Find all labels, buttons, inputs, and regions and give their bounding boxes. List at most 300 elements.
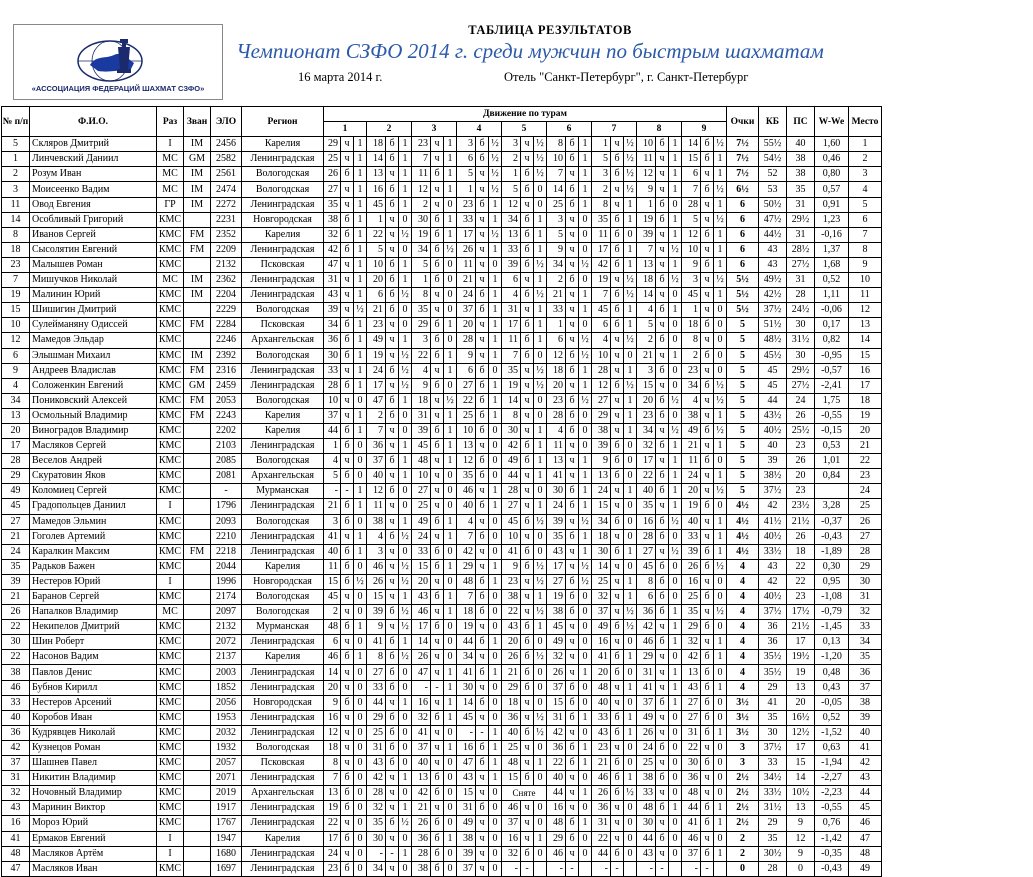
- round-7-color: б: [611, 725, 624, 740]
- player-place: 40: [849, 725, 882, 740]
- round-1-result: 0: [354, 680, 367, 695]
- round-3-color: б: [431, 846, 444, 861]
- round-4-result: 0: [489, 469, 502, 484]
- round-3-opponent: 7: [412, 152, 431, 167]
- col-header-points: Очки: [727, 107, 759, 137]
- round-6-result: ½: [579, 574, 592, 589]
- player-start-number: 22: [2, 620, 30, 635]
- round-1-opponent: 18: [324, 740, 341, 755]
- player-rank: I: [157, 831, 184, 846]
- round-5-opponent: 39: [502, 257, 521, 272]
- round-2-opponent: 49: [367, 333, 386, 348]
- player-start-number: 19: [2, 288, 30, 303]
- round-9-result: ½: [714, 559, 727, 574]
- player-ps: 25½: [787, 423, 815, 438]
- round-4-opponent: 40: [457, 499, 476, 514]
- player-name: Ночовный Владимир: [30, 786, 157, 801]
- round-2-opponent: 14: [367, 152, 386, 167]
- round-6-opponent: 17: [547, 559, 566, 574]
- player-rank: КМС: [157, 695, 184, 710]
- round-4-result: 0: [489, 710, 502, 725]
- round-9-opponent: 20: [682, 484, 701, 499]
- round-6-result: 0: [579, 620, 592, 635]
- round-1-opponent: 4: [324, 454, 341, 469]
- round-5-color: ч: [521, 756, 534, 771]
- player-w-we: 1,37: [815, 242, 849, 257]
- round-5-result: 1: [534, 454, 547, 469]
- round-6-color: б: [566, 605, 579, 620]
- round-2-color: ч: [386, 861, 399, 876]
- round-9-result: 0: [714, 363, 727, 378]
- round-3-opponent: 8: [412, 288, 431, 303]
- round-7-opponent: 7: [592, 288, 611, 303]
- round-4-result: 0: [489, 363, 502, 378]
- player-points: 2½: [727, 801, 759, 816]
- round-9-color: б: [701, 756, 714, 771]
- round-1-color: ч: [341, 257, 354, 272]
- round-6-result: 0: [579, 318, 592, 333]
- round-3-result: 0: [444, 197, 457, 212]
- round-1-color: ч: [341, 303, 354, 318]
- round-2-result: 0: [399, 408, 412, 423]
- round-4-result: 1: [489, 756, 502, 771]
- table-row: [2, 393, 882, 408]
- player-points: 6: [727, 227, 759, 242]
- round-8-color: б: [656, 574, 669, 589]
- round-8-color: б: [656, 740, 669, 755]
- round-5-result: 0: [534, 393, 547, 408]
- round-7-color: б: [611, 378, 624, 393]
- player-ps: 14: [787, 771, 815, 786]
- player-place: 2: [849, 152, 882, 167]
- round-9-opponent: 45: [682, 288, 701, 303]
- round-8-opponent: 8: [637, 574, 656, 589]
- round-2-color: б: [386, 197, 399, 212]
- player-points: 2: [727, 846, 759, 861]
- player-place: 25: [849, 499, 882, 514]
- player-rank: КМС: [157, 454, 184, 469]
- round-3-opponent: 31: [412, 408, 431, 423]
- round-9-result: 0: [714, 454, 727, 469]
- table-row: [2, 197, 882, 212]
- player-elo: 1932: [211, 740, 242, 755]
- player-region: Псковская: [242, 756, 324, 771]
- table-row: [2, 273, 882, 288]
- round-4-opponent: 49: [457, 816, 476, 831]
- round-9-color: ч: [701, 514, 714, 529]
- player-start-number: 30: [2, 635, 30, 650]
- player-name: Пониковский Алексей: [30, 393, 157, 408]
- col-header-name: Ф.И.О.: [30, 107, 157, 137]
- round-1-result: 0: [354, 771, 367, 786]
- round-6-opponent: 20: [547, 378, 566, 393]
- round-9-result: 1: [714, 257, 727, 272]
- round-7-opponent: 2: [592, 182, 611, 197]
- round-2-color: б: [386, 665, 399, 680]
- round-5-result: 0: [534, 816, 547, 831]
- round-1-opponent: 28: [324, 378, 341, 393]
- round-9-color: б: [701, 695, 714, 710]
- player-elo: 2032: [211, 725, 242, 740]
- round-9-color: ч: [701, 439, 714, 454]
- round-4-color: б: [476, 363, 489, 378]
- round-8-result: 0: [669, 725, 682, 740]
- player-name: Мишучков Николай: [30, 273, 157, 288]
- round-6-result: 1: [579, 816, 592, 831]
- round-9-result: 0: [714, 756, 727, 771]
- round-5-opponent: 13: [502, 227, 521, 242]
- round-3-color: ч: [431, 695, 444, 710]
- player-ps: 22: [787, 559, 815, 574]
- player-start-number: 9: [2, 363, 30, 378]
- round-5-result: 1: [534, 439, 547, 454]
- round-4-opponent: 23: [457, 197, 476, 212]
- table-row: [2, 182, 882, 197]
- player-elo: 2246: [211, 333, 242, 348]
- round-2-opponent: 22: [367, 227, 386, 242]
- round-7-opponent: 3: [592, 167, 611, 182]
- round-5-color: ч: [521, 710, 534, 725]
- round-2-result: 0: [399, 499, 412, 514]
- round-4-opponent: 44: [457, 635, 476, 650]
- round-3-result: 0: [444, 378, 457, 393]
- round-3-opponent: 9: [412, 378, 431, 393]
- player-rank: КМС: [157, 318, 184, 333]
- round-3-result: 0: [444, 544, 457, 559]
- player-start-number: 41: [2, 831, 30, 846]
- round-3-result: 1: [444, 439, 457, 454]
- player-points: 4½: [727, 499, 759, 514]
- round-7-color: ч: [611, 348, 624, 363]
- round-7-color: ч: [611, 137, 624, 152]
- round-2-color: ч: [386, 348, 399, 363]
- player-kb: 39: [759, 454, 787, 469]
- round-2-opponent: 5: [367, 242, 386, 257]
- round-2-color: ч: [386, 620, 399, 635]
- player-points: 3: [727, 756, 759, 771]
- round-5-color: ч: [521, 816, 534, 831]
- round-9-color: б: [701, 665, 714, 680]
- player-elo: 2209: [211, 242, 242, 257]
- round-3-result: 1: [444, 590, 457, 605]
- table-row: [2, 574, 882, 589]
- round-1-opponent: 47: [324, 257, 341, 272]
- round-2-opponent: 36: [367, 439, 386, 454]
- round-2-color: б: [386, 650, 399, 665]
- round-9-opponent: 24: [682, 469, 701, 484]
- round-8-result: 0: [669, 318, 682, 333]
- player-rank: КМС: [157, 861, 184, 876]
- round-2-color: ч: [386, 801, 399, 816]
- round-3-color: ч: [431, 152, 444, 167]
- player-points: 5: [727, 423, 759, 438]
- round-2-color: б: [386, 710, 399, 725]
- round-3-result: 0: [444, 333, 457, 348]
- round-5-color: ч: [521, 484, 534, 499]
- player-title: IM: [184, 288, 211, 303]
- round-9-color: ч: [701, 831, 714, 846]
- logo-text: «АССОЦИАЦИЯ ФЕДЕРАЦИЙ ШАХМАТ СЗФО»: [31, 84, 205, 93]
- round-4-opponent: 12: [457, 454, 476, 469]
- round-6-opponent: 29: [547, 831, 566, 846]
- round-4-opponent: 46: [457, 484, 476, 499]
- player-points: 4: [727, 680, 759, 695]
- round-4-opponent: 15: [457, 786, 476, 801]
- player-region: Ленинградская: [242, 771, 324, 786]
- round-9-color: ч: [701, 605, 714, 620]
- round-6-color: ч: [566, 439, 579, 454]
- round-2-result: 1: [399, 257, 412, 272]
- round-3-result: 0: [444, 816, 457, 831]
- round-5-result: 0: [534, 635, 547, 650]
- round-5-color: б: [521, 454, 534, 469]
- round-6-color: -: [566, 861, 579, 876]
- round-2-color: ч: [386, 227, 399, 242]
- round-8-color: ч: [656, 288, 669, 303]
- round-4-result: 0: [489, 454, 502, 469]
- round-5-opponent: 20: [502, 635, 521, 650]
- player-title: [184, 559, 211, 574]
- table-row: [2, 590, 882, 605]
- round-4-result: 1: [489, 559, 502, 574]
- round-2-color: б: [386, 680, 399, 695]
- round-2-result: 0: [399, 740, 412, 755]
- round-2-opponent: 10: [367, 257, 386, 272]
- round-9-result: 1: [714, 846, 727, 861]
- round-7-opponent: 28: [592, 363, 611, 378]
- table-row: [2, 363, 882, 378]
- player-elo: 2097: [211, 605, 242, 620]
- round-7-result: 1: [624, 484, 637, 499]
- table-header-row: [2, 107, 882, 122]
- round-1-color: б: [341, 801, 354, 816]
- round-5-result: 0: [534, 680, 547, 695]
- player-title: IM: [184, 167, 211, 182]
- round-6-opponent: 22: [547, 756, 566, 771]
- round-2-result: 0: [399, 710, 412, 725]
- round-1-opponent: 43: [324, 288, 341, 303]
- round-4-opponent: 26: [457, 242, 476, 257]
- player-ps: 12: [787, 831, 815, 846]
- round-6-opponent: 38: [547, 605, 566, 620]
- round-8-result: 1: [669, 167, 682, 182]
- round-7-color: ч: [611, 408, 624, 423]
- round-3-color: б: [431, 242, 444, 257]
- round-1-result: 0: [354, 801, 367, 816]
- player-w-we: 0,95: [815, 574, 849, 589]
- round-2-result: 0: [399, 756, 412, 771]
- round-5-opponent: 44: [502, 469, 521, 484]
- round-6-color: ч: [566, 514, 579, 529]
- round-8-color: ч: [656, 257, 669, 272]
- round-2-opponent: 42: [367, 771, 386, 786]
- round-5-result: ½: [534, 559, 547, 574]
- round-9-result: 1: [714, 801, 727, 816]
- round-1-opponent: 36: [324, 333, 341, 348]
- round-8-opponent: 14: [637, 288, 656, 303]
- player-start-number: 35: [2, 559, 30, 574]
- round-5-opponent: 15: [502, 771, 521, 786]
- round-4-color: ч: [476, 710, 489, 725]
- player-title: [184, 846, 211, 861]
- round-7-result: 1: [624, 393, 637, 408]
- round-3-opponent: 5: [412, 257, 431, 272]
- round-1-opponent: 30: [324, 348, 341, 363]
- round-6-opponent: 46: [547, 846, 566, 861]
- table-row: [2, 861, 882, 876]
- round-2-result: 0: [399, 831, 412, 846]
- player-start-number: 47: [2, 861, 30, 876]
- table-row: [2, 137, 882, 152]
- round-3-result: 1: [444, 454, 457, 469]
- round-8-result: 1: [669, 680, 682, 695]
- round-4-opponent: 25: [457, 408, 476, 423]
- player-start-number: 29: [2, 469, 30, 484]
- round-3-result: 1: [444, 348, 457, 363]
- player-region: Архангельская: [242, 333, 324, 348]
- round-8-opponent: 31: [637, 665, 656, 680]
- round-1-result: 0: [354, 816, 367, 831]
- round-7-opponent: 13: [592, 469, 611, 484]
- round-5-result: ½: [534, 574, 547, 589]
- round-3-opponent: 18: [412, 393, 431, 408]
- round-2-result: 1: [399, 333, 412, 348]
- player-place: 7: [849, 227, 882, 242]
- round-8-opponent: 18: [637, 273, 656, 288]
- round-8-result: 1: [669, 469, 682, 484]
- round-7-result: 1: [624, 771, 637, 786]
- player-region: Вологодская: [242, 167, 324, 182]
- round-5-color: б: [521, 242, 534, 257]
- event-date: 16 марта 2014 г.: [298, 70, 383, 84]
- round-1-opponent: 9: [324, 695, 341, 710]
- player-elo: 2003: [211, 665, 242, 680]
- player-ps: 0: [787, 861, 815, 876]
- col-header-rounds: Движение по турам: [324, 107, 727, 122]
- player-place: 8: [849, 242, 882, 257]
- round-5-result: 1: [534, 303, 547, 318]
- player-start-number: 32: [2, 786, 30, 801]
- player-w-we: -0,43: [815, 861, 849, 876]
- round-8-color: ч: [656, 378, 669, 393]
- round-4-result: 0: [489, 786, 502, 801]
- round-6-opponent: 33: [547, 303, 566, 318]
- round-1-color: б: [341, 771, 354, 786]
- player-ps: 21½: [787, 620, 815, 635]
- round-8-color: б: [656, 831, 669, 846]
- round-6-opponent: 26: [547, 665, 566, 680]
- round-2-opponent: 34: [367, 861, 386, 876]
- round-5-result: 0: [534, 197, 547, 212]
- round-8-color: ч: [656, 544, 669, 559]
- round-header-4: 4: [457, 122, 502, 137]
- player-title: FM: [184, 242, 211, 257]
- round-5-result: 0: [534, 484, 547, 499]
- round-3-result: 1: [444, 710, 457, 725]
- player-name: Моисеенко Вадим: [30, 182, 157, 197]
- round-9-opponent: 28: [682, 197, 701, 212]
- table-row: [2, 303, 882, 318]
- round-4-result: 1: [489, 348, 502, 363]
- round-8-result: 1: [669, 303, 682, 318]
- round-1-opponent: 26: [324, 167, 341, 182]
- player-title: [184, 635, 211, 650]
- round-5-opponent: 49: [502, 454, 521, 469]
- round-7-color: б: [611, 544, 624, 559]
- round-4-color: ч: [476, 227, 489, 242]
- round-9-color: б: [701, 182, 714, 197]
- round-7-result: 0: [624, 514, 637, 529]
- round-7-result: 0: [624, 801, 637, 816]
- round-3-color: б: [431, 816, 444, 831]
- round-6-result: ½: [579, 348, 592, 363]
- round-2-color: ч: [386, 469, 399, 484]
- round-5-color: ч: [521, 152, 534, 167]
- round-3-opponent: 15: [412, 559, 431, 574]
- player-title: [184, 710, 211, 725]
- round-8-opponent: 9: [637, 182, 656, 197]
- round-9-opponent: 41: [682, 816, 701, 831]
- round-9-result: 1: [714, 544, 727, 559]
- player-name: Иванов Сергей: [30, 227, 157, 242]
- round-8-opponent: 3: [637, 363, 656, 378]
- round-4-result: 1: [489, 197, 502, 212]
- player-elo: 2210: [211, 529, 242, 544]
- round-6-result: 1: [579, 167, 592, 182]
- round-3-opponent: 28: [412, 846, 431, 861]
- player-rank: МС: [157, 273, 184, 288]
- round-6-opponent: 19: [547, 590, 566, 605]
- player-rank: КМС: [157, 665, 184, 680]
- player-region: Карелия: [242, 227, 324, 242]
- round-3-opponent: 26: [412, 650, 431, 665]
- round-4-color: ч: [476, 439, 489, 454]
- player-w-we: 3,28: [815, 499, 849, 514]
- round-7-color: ч: [611, 273, 624, 288]
- player-title: [184, 816, 211, 831]
- round-6-result: 1: [579, 363, 592, 378]
- round-3-result: 0: [444, 288, 457, 303]
- round-9-opponent: 15: [682, 152, 701, 167]
- round-9-result: 1: [714, 167, 727, 182]
- player-start-number: 26: [2, 605, 30, 620]
- round-4-color: б: [476, 152, 489, 167]
- player-rank: КМС: [157, 559, 184, 574]
- player-elo: 1680: [211, 846, 242, 861]
- round-4-result: 0: [489, 514, 502, 529]
- round-6-opponent: 2: [547, 273, 566, 288]
- player-start-number: 23: [2, 257, 30, 272]
- player-place: 46: [849, 816, 882, 831]
- round-6-opponent: -: [547, 861, 566, 876]
- player-title: [184, 665, 211, 680]
- player-points: 4: [727, 635, 759, 650]
- round-8-opponent: 39: [637, 227, 656, 242]
- round-5-result: ½: [534, 257, 547, 272]
- player-region: Архангельская: [242, 786, 324, 801]
- round-5-opponent: 46: [502, 801, 521, 816]
- round-7-result: 1: [624, 725, 637, 740]
- table-row: [2, 831, 882, 846]
- round-1-color: б: [341, 831, 354, 846]
- round-7-color: ч: [611, 333, 624, 348]
- player-region: Вологодская: [242, 303, 324, 318]
- round-6-opponent: 28: [547, 408, 566, 423]
- round-8-result: 1: [669, 152, 682, 167]
- round-5-opponent: 22: [502, 605, 521, 620]
- round-4-result: 1: [489, 242, 502, 257]
- round-9-color: ч: [701, 273, 714, 288]
